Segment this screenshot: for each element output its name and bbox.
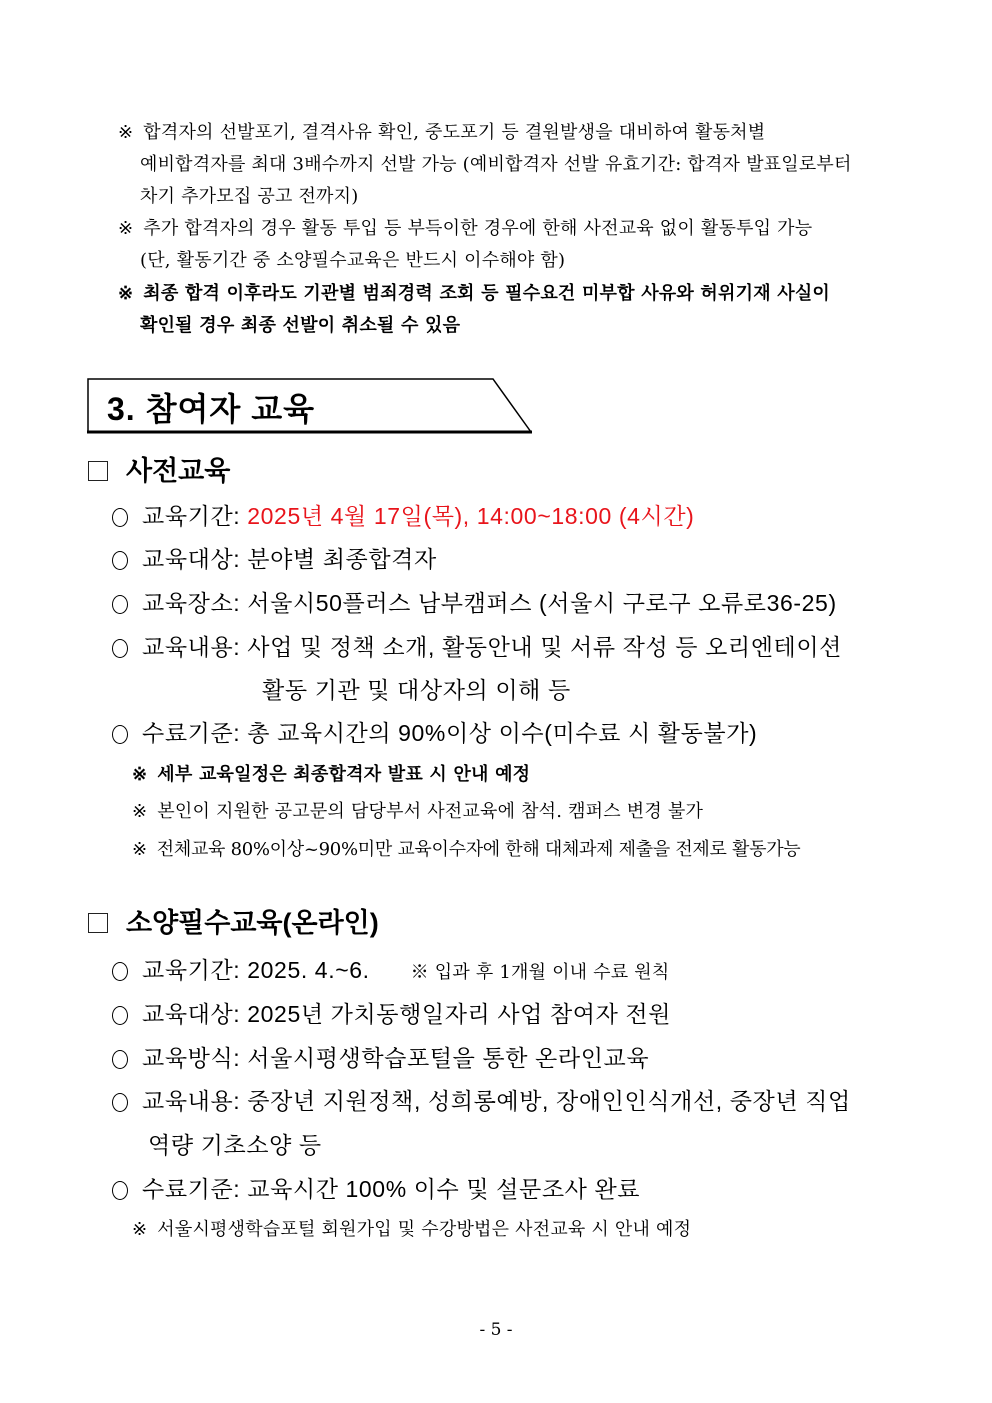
required-education-content-continuation: 역량 기초소양 등 [148,1132,322,1158]
circle-bullet-icon [112,1181,128,1200]
circle-bullet-icon [112,639,128,658]
reference-mark-icon: ※ [132,1219,148,1240]
reference-mark-icon: ※ [118,122,134,143]
note-reserve-line-2: 예비합격자를 최대 3배수까지 선발 가능 (예비합격자 선발 유효기간: 합격자 발표일로부터 [140,154,852,175]
required-education-period-note: ※ 입과 후 1개월 이내 수료 원칙 [410,962,670,983]
pre-education-note-alternative: ※ 전체교육 80%이상~90%미만 교육이수자에 한해 대체과제 제출을 전제로 활동가능 [132,839,801,860]
required-education-note-portal: ※ 서울시평생학습포털 회원가입 및 수강방법은 사전교육 시 안내 예정 [132,1219,692,1240]
pre-education-content: 교육내용: 사업 및 정책 소개, 활동안내 및 서류 작성 등 오리엔테이션 [112,629,842,662]
pre-education-content-continuation: 활동 기관 및 대상자의 이해 등 [262,677,571,703]
pre-education-location: 교육장소: 서울시50플러스 남부캠퍼스 (서울시 구로구 오류로36-25) [112,585,837,618]
note-additional-line-1: ※ 추가 합격자의 경우 활동 투입 등 부득이한 경우에 한해 사전교육 없이 활동투입 가능 [118,218,813,239]
required-education-content: 교육내용: 중장년 지원정책, 성희롱예방, 장애인인식개선, 중장년 직업 [112,1083,851,1116]
section-title: 3. 참여자 교육 [107,391,316,427]
pre-education-note-schedule: ※ 세부 교육일정은 최종합격자 발표 시 안내 예정 [132,764,531,785]
circle-bullet-icon [112,595,128,614]
required-education-period: 교육기간: 2025. 4.~6. ※ 입과 후 1개월 이내 수료 원칙 [112,952,669,985]
reference-mark-icon: ※ [132,839,147,860]
note-additional-line-2: (단, 활동기간 중 소양필수교육은 반드시 이수해야 함) [140,250,566,271]
subsection-required-education-title: 소양필수교육(온라인) [88,901,379,940]
reference-mark-icon: ※ [118,218,134,239]
reference-mark-icon: ※ [118,283,134,304]
subsection-pre-education-title: 사전교육 [88,449,230,488]
circle-bullet-icon [112,725,128,744]
reference-mark-icon: ※ [132,801,148,822]
pre-education-target: 교육대상: 분야별 최종합격자 [112,541,437,574]
square-bullet-icon [88,461,108,481]
pre-education-completion: 수료기준: 총 교육시간의 90%이상 이수(미수료 시 활동불가) [112,715,757,748]
note-cancellation-line-2: 확인될 경우 최종 선발이 취소될 수 있음 [140,315,461,336]
page-number: - 5 - [479,1320,513,1340]
required-education-method: 교육방식: 서울시평생학습포털을 통한 온라인교육 [112,1040,649,1073]
circle-bullet-icon [112,1006,128,1025]
circle-bullet-icon [112,551,128,570]
note-reserve-line-3: 차기 추가모집 공고 전까지) [140,186,359,207]
note-cancellation-line-1: ※ 최종 합격 이후라도 기관별 범죄경력 조회 등 필수요건 미부합 사유와 허위기재 사실이 [118,283,831,304]
note-reserve-line-1: ※ 합격자의 선발포기, 결격사유 확인, 중도포기 등 결원발생을 대비하여 활동처별 [118,122,766,143]
pre-education-note-attendance: ※ 본인이 지원한 공고문의 담당부서 사전교육에 참석. 캠퍼스 변경 불가 [132,801,704,822]
required-education-target: 교육대상: 2025년 가치동행일자리 사업 참여자 전원 [112,996,671,1029]
circle-bullet-icon [112,1093,128,1112]
reference-mark-icon: ※ [132,764,148,785]
circle-bullet-icon [112,962,128,981]
pre-education-period: 교육기간: 2025년 4월 17일(목), 14:00~18:00 (4시간) [112,498,694,531]
required-education-completion: 수료기준: 교육시간 100% 이수 및 설문조사 완료 [112,1171,640,1204]
circle-bullet-icon [112,508,128,527]
circle-bullet-icon [112,1050,128,1069]
square-bullet-icon [88,913,108,933]
section-heading-box [87,378,533,434]
